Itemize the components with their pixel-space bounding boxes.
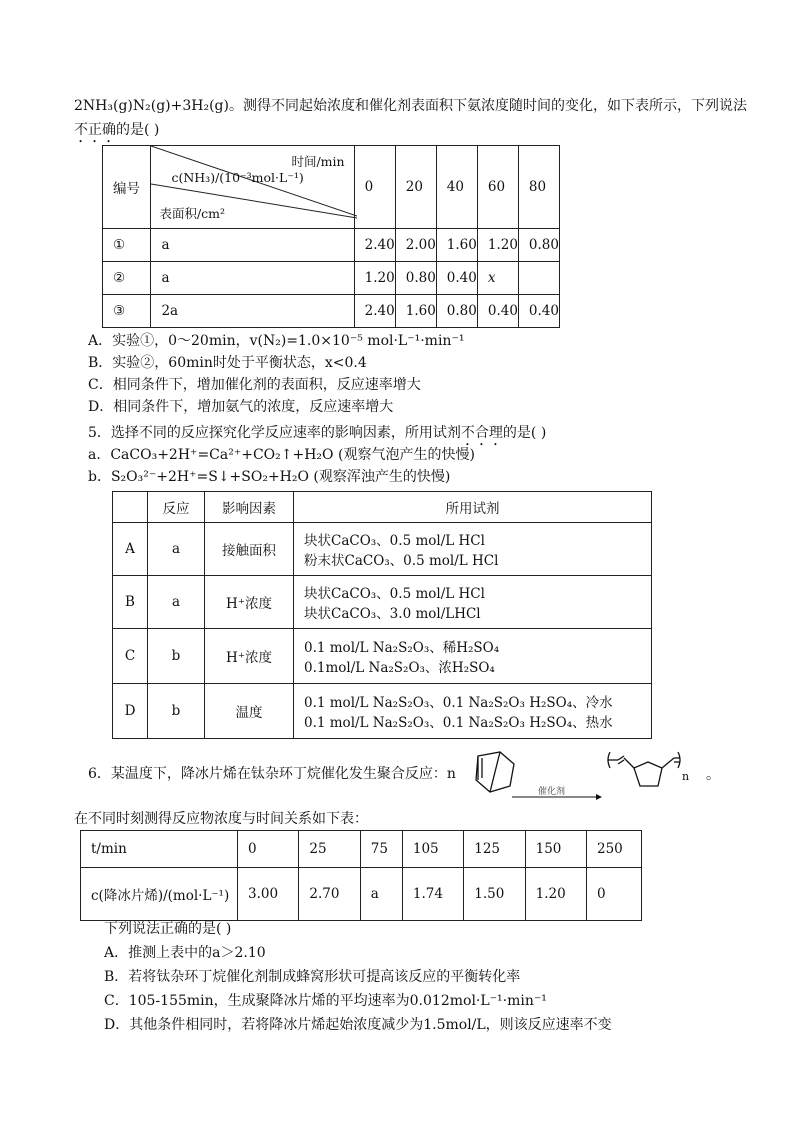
table-row — [113, 523, 652, 576]
reagents — [294, 576, 652, 629]
table-row — [81, 831, 642, 868]
cell: 1.20 — [354, 262, 395, 295]
q6-option-a: A．推测上表中的a＞2.10 — [104, 945, 266, 961]
row-no: ② — [103, 262, 151, 295]
q5-reaction-a: a．CaCO₃+2H⁺=Ca²⁺+CO₂↑+H₂O (观察气泡产生的快慢) — [88, 447, 475, 463]
table-row — [113, 629, 652, 684]
q4-option-b: B．实验②，60min时处于平衡状态，x<0.4 — [88, 355, 367, 371]
header-diagonal-cell — [151, 146, 354, 229]
cell: 2.00 — [395, 229, 436, 262]
reagent-1: 0.1 mol/L Na₂S₂O₃、稀H₂SO₄ — [304, 640, 500, 656]
reagent-1: 块状CaCO₃、0.5 mol/L HCl — [304, 586, 485, 602]
reaction-arrow — [512, 792, 602, 802]
cell: 1.50 — [464, 868, 525, 921]
row-no: ① — [103, 229, 151, 262]
reagents — [294, 523, 652, 576]
q6-option-d: D．其他条件相同时，若将降冰片烯起始浓度减少为1.5mol/L，则该反应速率不变 — [104, 1017, 612, 1033]
cell: a — [360, 868, 402, 921]
cell: 75 — [360, 831, 402, 868]
table-row — [113, 684, 652, 739]
q4-option-c: C．相同条件下，增加催化剂的表面积，反应速率增大 — [88, 377, 421, 393]
cell: 3.00 — [238, 868, 299, 921]
reaction-type: a — [148, 523, 205, 576]
time-20: 20 — [395, 146, 436, 229]
q5-stem-a: 5．选择不同的反应探究化学反应速率的影响因素，所用试剂 — [88, 425, 461, 441]
cell: 0.40 — [436, 262, 477, 295]
header-reaction: 反应 — [148, 492, 205, 523]
cell: 2.40 — [354, 229, 395, 262]
cell — [518, 262, 559, 295]
header-time: 时间/min — [291, 154, 345, 169]
cell: 1.20 — [525, 868, 586, 921]
emphasis-text: 不合理 — [460, 425, 503, 441]
factor: 温度 — [205, 684, 294, 739]
cell: 0 — [587, 868, 642, 921]
factor: H⁺浓度 — [205, 629, 294, 684]
cell: x — [477, 262, 518, 295]
cell: 0.80 — [518, 229, 559, 262]
q5-stem-b: 的是( ) — [502, 425, 547, 441]
q6-ask: 下列说法正确的是( ) — [104, 921, 232, 937]
row-area: 2a — [151, 295, 354, 328]
q4-intro-line1: 2NH₃(g)N₂(g)+3H₂(g)。测得不同起始浓度和催化剂表面积下氨浓度随时间的变化，如下表所示，下列说法 — [74, 98, 747, 114]
catalyst-label: 催化剂 — [538, 787, 566, 797]
factor: H⁺浓度 — [205, 576, 294, 629]
cell: 105 — [402, 831, 463, 868]
cell: 125 — [464, 831, 525, 868]
cell: 1.20 — [477, 229, 518, 262]
table-row — [113, 576, 652, 629]
reagent-2: 粉末状CaCO₃、0.5 mol/L HCl — [304, 553, 499, 569]
q6-option-b: B．若将钛杂环丁烷催化剂制成蜂窝形状可提高该反应的平衡转化率 — [104, 969, 521, 985]
reaction-type: b — [148, 629, 205, 684]
reagent-2: 0.1mol/L Na₂S₂O₃、浓H₂SO₄ — [304, 660, 495, 676]
cell: 2.40 — [354, 295, 395, 328]
reagent-2: 0.1 mol/L Na₂S₂O₃、0.1 Na₂S₂O₃ H₂SO₄、热水 — [304, 715, 613, 731]
header-blank — [113, 492, 148, 523]
option-letter: B — [113, 576, 148, 629]
cell: 150 — [525, 831, 586, 868]
header-reagents: 所用试剂 — [294, 492, 652, 523]
row-no: ③ — [103, 295, 151, 328]
time-label: t/min — [81, 831, 238, 868]
reagents — [294, 629, 652, 684]
header-area: 表面积/cm² — [159, 206, 226, 221]
header-factor: 影响因素 — [205, 492, 294, 523]
table-row — [103, 229, 560, 262]
cell: 1.60 — [436, 229, 477, 262]
cell: 2.70 — [299, 868, 360, 921]
q6-stem: 6．某温度下，降冰片烯在钛杂环丁烷催化发生聚合反应：n — [88, 766, 456, 782]
q5-table — [112, 491, 652, 739]
reagent-1: 0.1 mol/L Na₂S₂O₃、0.1 Na₂S₂O₃ H₂SO₄、冷水 — [304, 695, 613, 711]
cell: 0.80 — [436, 295, 477, 328]
table-row — [103, 262, 560, 295]
q5-reaction-b: b．S₂O₃²⁻+2H⁺=S↓+SO₂+H₂O (观察浑浊产生的快慢) — [88, 469, 451, 485]
time-60: 60 — [477, 146, 518, 229]
q6-option-c: C．105-155min，生成聚降冰片烯的平均速率为0.012mol·L⁻¹·min⁻¹ — [104, 993, 547, 1009]
time-80: 80 — [518, 146, 559, 229]
table-row — [103, 295, 560, 328]
q4-option-d: D．相同条件下，增加氨气的浓度，反应速率增大 — [88, 399, 394, 415]
reagent-1: 块状CaCO₃、0.5 mol/L HCl — [304, 533, 485, 549]
cell: 1.74 — [402, 868, 463, 921]
cell: 0.40 — [518, 295, 559, 328]
option-letter: C — [113, 629, 148, 684]
polymer-structure — [604, 748, 692, 796]
cell: 25 — [299, 831, 360, 868]
reaction-type: b — [148, 684, 205, 739]
option-letter: A — [113, 523, 148, 576]
stem-period: 。 — [706, 767, 720, 783]
cell: 0.80 — [395, 262, 436, 295]
cell: 0 — [238, 831, 299, 868]
option-letter: D — [113, 684, 148, 739]
reagents — [294, 684, 652, 739]
cell: 0.40 — [477, 295, 518, 328]
reagent-2: 块状CaCO₃、3.0 mol/LHCl — [304, 606, 481, 622]
reaction-type: a — [148, 576, 205, 629]
time-0: 0 — [354, 146, 395, 229]
q4-option-a: A．实验①，0～20min，v(N₂)=1.0×10⁻⁵ mol·L⁻¹·min⁻¹ — [88, 333, 465, 349]
factor: 接触面积 — [205, 523, 294, 576]
cell: 1.60 — [395, 295, 436, 328]
q4-intro-tail: 的是( ) — [116, 122, 160, 138]
row-area: a — [151, 262, 354, 295]
header-conc: c(NH₃)/(10⁻³mol·L⁻¹) — [171, 170, 304, 185]
emphasis-text: 不正确 — [74, 122, 116, 138]
q4-table — [102, 145, 560, 328]
q6-line2: 在不同时刻测得反应物浓度与时间关系如下表： — [74, 811, 368, 827]
table-row — [81, 868, 642, 921]
norbornene-structure — [470, 750, 520, 796]
conc-label: c(降冰片烯)/(mol·L⁻¹) — [81, 868, 238, 921]
cell: 250 — [587, 831, 642, 868]
header-code: 编号 — [103, 146, 151, 229]
time-40: 40 — [436, 146, 477, 229]
row-area: a — [151, 229, 354, 262]
q6-table — [80, 830, 642, 921]
subscript-n: n — [682, 770, 690, 783]
q4-intro-line2 — [74, 121, 159, 146]
